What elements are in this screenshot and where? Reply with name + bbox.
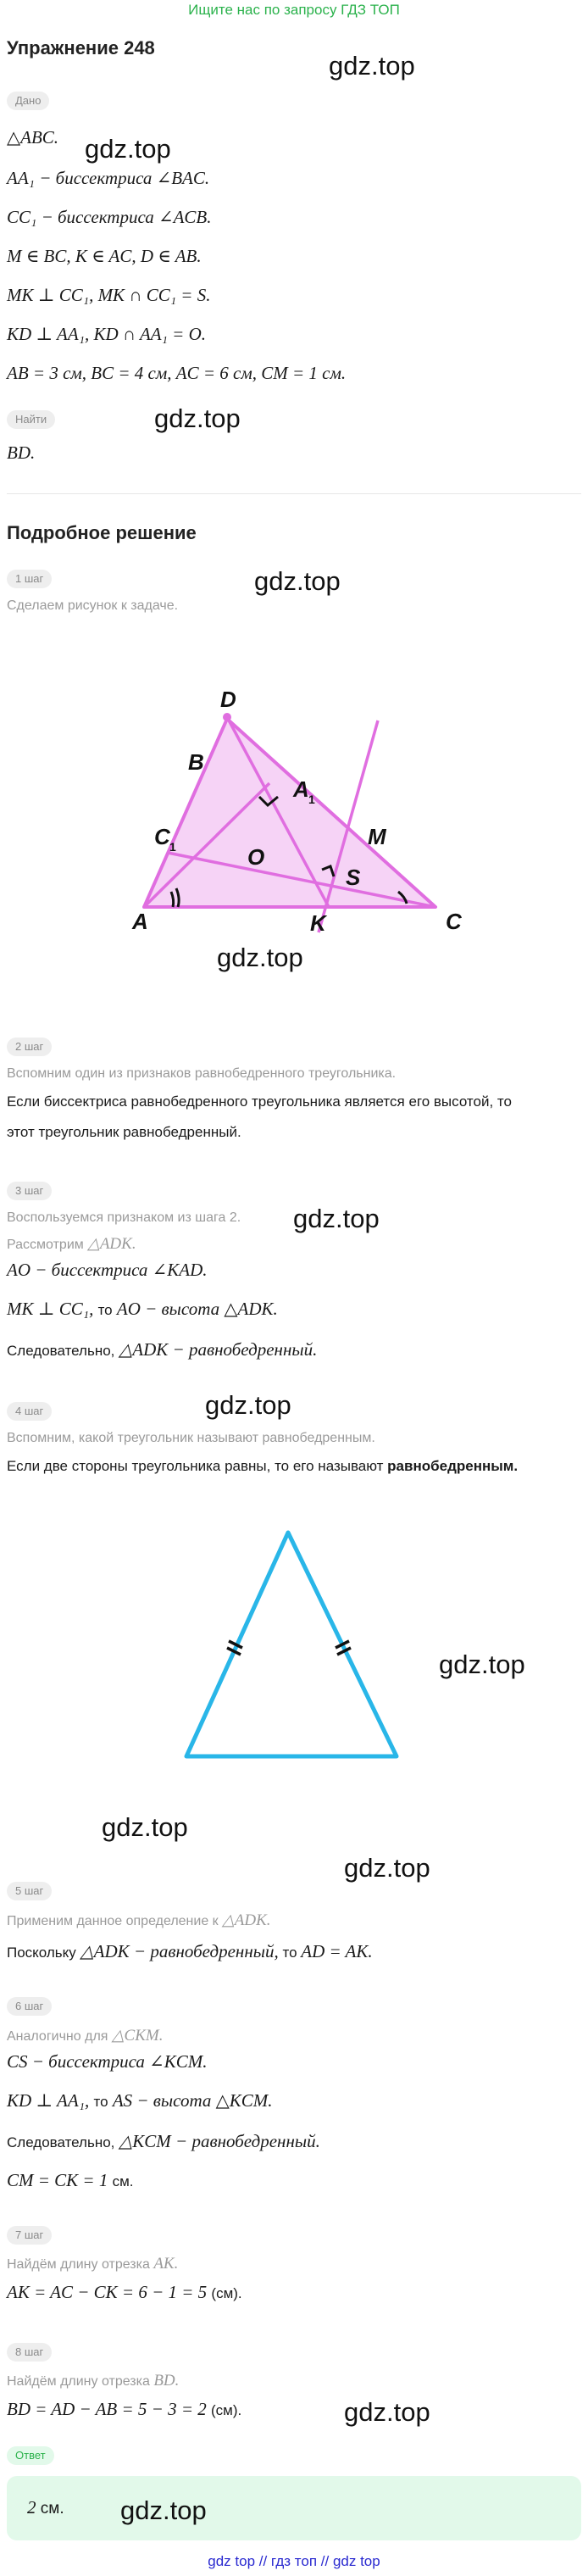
math-part: AO − высота △ADK.	[116, 1299, 278, 1319]
hint-text: Найдём длину отрезка	[7, 2374, 150, 2389]
answer-box	[7, 2476, 581, 2540]
hint-math: AK.	[153, 2255, 179, 2273]
step-hint: Вспомним один из признаков равнобедренного треугольника.	[7, 1066, 397, 1081]
answer-value	[27, 2497, 64, 2518]
triangle-figure	[119, 670, 474, 941]
text-part: то	[282, 1945, 297, 1961]
hint-text: Рассмотрим	[7, 1238, 84, 1252]
isosceles-triangle	[169, 1517, 415, 1772]
step-badge: 7 шаг	[7, 2226, 52, 2245]
step-hint	[7, 1234, 136, 1254]
step-math: CS − биссектриса ∠KCM.	[7, 2051, 208, 2072]
given-line: KD ⊥ AA₁, KD ∩ AA₁ = O.	[7, 324, 206, 344]
math-part: AS − высота △KCM.	[112, 2090, 273, 2111]
step-hint: Вспомним, какой треугольник называют равнобедренным.	[7, 1431, 375, 1445]
math-part: MK ⊥ CC₁,	[7, 1299, 94, 1319]
watermark: gdz.top	[120, 2495, 207, 2525]
label-a1-sub: 1	[308, 793, 315, 806]
watermark: gdz.top	[102, 1812, 188, 1842]
watermark: gdz.top	[344, 1853, 430, 1883]
math-part: △ADK − равнобедренный,	[80, 1941, 279, 1961]
text-part: Следовательно,	[7, 1343, 115, 1359]
solution-title: Подробное решение	[7, 522, 197, 543]
given-line: AA₁ − биссектриса ∠BAC.	[7, 168, 210, 188]
text-bold: равнобедренным.	[387, 1458, 519, 1474]
step-text: этот треугольник равнобедренный.	[7, 1124, 241, 1140]
label-c1-sub: 1	[169, 840, 176, 854]
step-badge: 5 шаг	[7, 1882, 52, 1900]
label-s: S	[346, 865, 361, 890]
label-a: A	[132, 909, 148, 934]
step-math	[7, 1299, 278, 1320]
step-text	[7, 1458, 518, 1475]
label-c: C	[446, 909, 462, 934]
hint-text: Аналогично для	[7, 2029, 108, 2044]
watermark: gdz.top	[217, 943, 303, 972]
divider	[7, 493, 581, 494]
math-part: CM = CK = 1	[7, 2170, 108, 2190]
watermark: gdz.top	[205, 1390, 291, 1420]
hint-math: BD.	[153, 2372, 180, 2390]
hint-math: △ADK.	[222, 1911, 271, 1929]
given-line: MK ⊥ CC₁, MK ∩ CC₁ = S.	[7, 285, 211, 305]
given-badge: Дано	[7, 92, 49, 110]
step-hint	[7, 1911, 271, 1930]
watermark: gdz.top	[154, 403, 241, 433]
step-hint	[7, 2372, 179, 2390]
answer-number: 2	[27, 2497, 36, 2518]
step-math	[7, 2090, 273, 2111]
hint-math: △CKM.	[111, 2027, 164, 2045]
given-line: CC₁ − биссектриса ∠ACB.	[7, 207, 212, 227]
math-unit: (см).	[211, 2402, 242, 2418]
text-part: Если две стороны треугольника равны, то его называют	[7, 1458, 384, 1474]
label-m: M	[368, 824, 386, 849]
hint-math: △ADK.	[87, 1235, 136, 1253]
text-part: Следовательно,	[7, 2134, 115, 2150]
given-line: AB = 3 см, BC = 4 см, AC = 6 см, CM = 1 см.	[7, 363, 347, 383]
step-hint: Воспользуемся признаком из шага 2.	[7, 1210, 241, 1225]
answer-unit: см.	[40, 2500, 64, 2518]
step-badge: 1 шаг	[7, 570, 52, 588]
page-title: Упражнение 248	[7, 37, 155, 58]
watermark: gdz.top	[254, 566, 341, 596]
math-unit: см.	[112, 2173, 134, 2189]
step-hint	[7, 2255, 178, 2273]
math-part: KD ⊥ AA₁,	[7, 2090, 90, 2111]
step-hint	[7, 2026, 163, 2045]
math-word: то	[97, 1302, 113, 1318]
given-line: △ABC.	[7, 127, 59, 147]
text-part: Поскольку	[7, 1945, 76, 1961]
math-unit: (см).	[211, 2285, 242, 2301]
step-badge: 6 шаг	[7, 1997, 52, 2016]
given-line: M ∈ BC, K ∈ AC, D ∈ AB.	[7, 246, 202, 266]
watermark: gdz.top	[344, 2397, 430, 2427]
step-text: Если биссектриса равнобедренного треугольника является его высотой, то	[7, 1093, 512, 1110]
step-text	[7, 1941, 373, 1962]
step-text	[7, 1339, 317, 1360]
label-c1: C	[154, 824, 170, 849]
step-math	[7, 2170, 134, 2191]
answer-badge: Ответ	[7, 2446, 54, 2465]
label-o: O	[247, 844, 265, 870]
math-part: AK = AC − CK = 6 − 1 = 5	[7, 2282, 208, 2302]
label-k: K	[310, 910, 326, 936]
math-part: BD = AD − AB = 5 − 3 = 2	[7, 2399, 207, 2419]
step-badge: 2 шаг	[7, 1038, 52, 1056]
step-math	[7, 2282, 242, 2303]
step-badge: 3 шаг	[7, 1182, 52, 1200]
watermark: gdz.top	[85, 134, 171, 164]
step-badge: 4 шаг	[7, 1402, 52, 1421]
find-badge: Найти	[7, 410, 55, 429]
find-line: BD.	[7, 442, 36, 463]
step-text	[7, 2131, 320, 2152]
label-b: B	[188, 749, 204, 775]
math-part: AD = AK.	[301, 1941, 373, 1961]
label-d: D	[220, 687, 236, 712]
watermark: gdz.top	[293, 1204, 380, 1233]
step-math	[7, 2399, 241, 2420]
step-badge: 8 шаг	[7, 2343, 52, 2362]
hint-text: Найдём длину отрезка	[7, 2257, 150, 2272]
math-part: △KCM − равнобедренный.	[119, 2131, 320, 2151]
step-math: AO − биссектриса ∠KAD.	[7, 1260, 208, 1280]
footer-links[interactable]: gdz top // гдз топ // gdz top	[208, 2553, 380, 2569]
watermark: gdz.top	[329, 51, 415, 81]
label-a1: A	[293, 776, 309, 802]
hint-text: Применим данное определение к	[7, 1914, 219, 1928]
step-hint: Сделаем рисунок к задаче.	[7, 598, 179, 613]
watermark: gdz.top	[439, 1650, 525, 1679]
top-banner[interactable]: Ищите нас по запросу ГДЗ ТОП	[188, 2, 400, 18]
math-word: то	[93, 2094, 108, 2110]
math-part: △ADK − равнобедренный.	[119, 1339, 318, 1360]
